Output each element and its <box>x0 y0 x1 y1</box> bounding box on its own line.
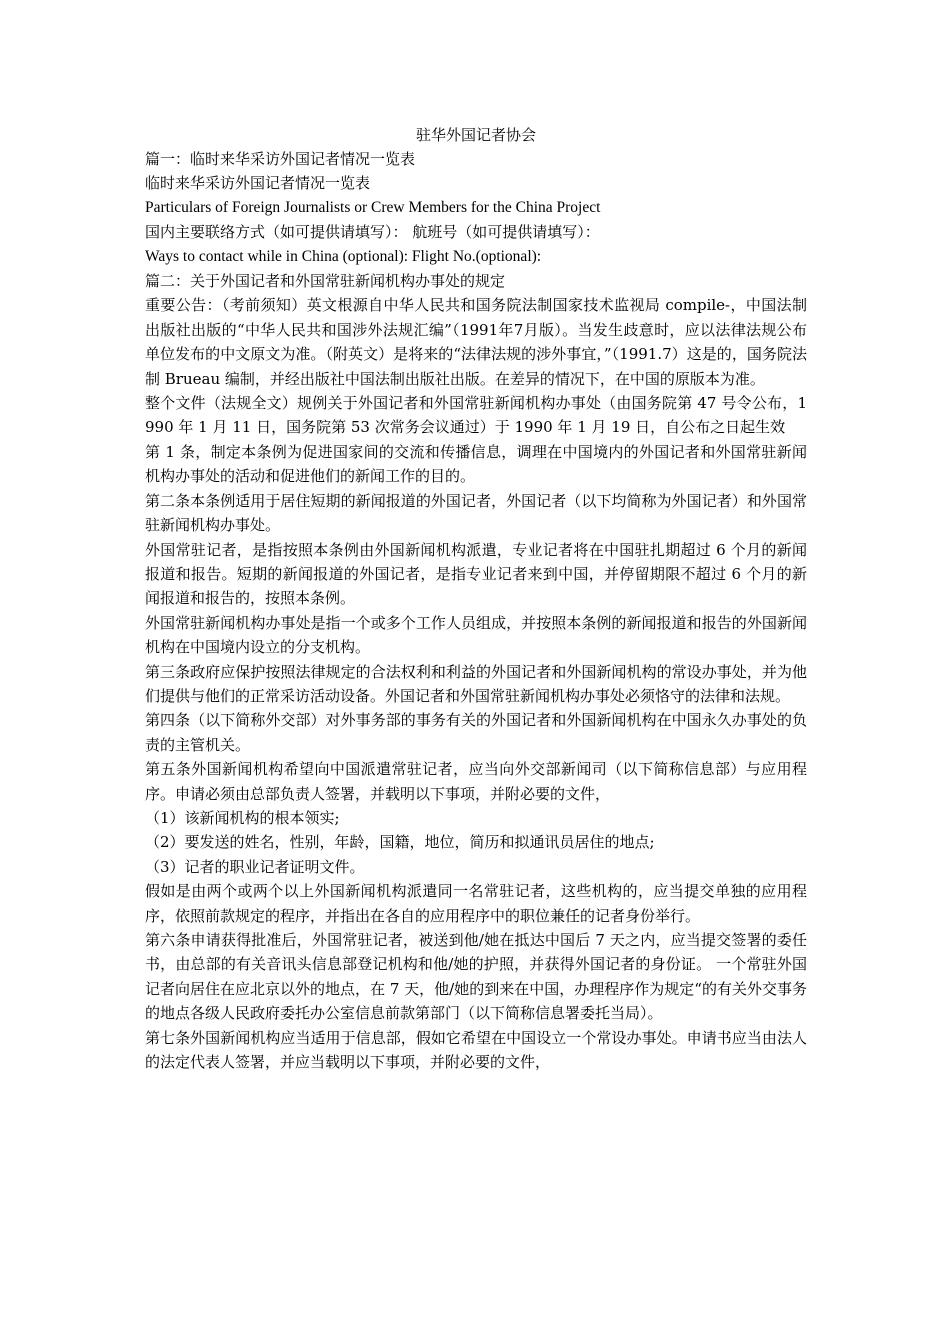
paragraph-subtitle-en: Particulars of Foreign Journalists or Crew Members for the China Project <box>145 198 601 216</box>
paragraph-notice: 重要公告：（考前须知）英文根源自中华人民共和国务院法制国家技术监视局 compile-，中国法制出版社出版的“中华人民共和国涉外法规汇编”（1991年7月版）。当发生歧意时，应以法律法规公布单位发布的中文原文为准。（附英文）是将来的“法律法规的涉外事宜，”（1991.7）这是的，国务院法制 Brueau 编制，并经出版社中国法制出版社出版。在差异的情况下，在中国的原版本为准。 <box>145 296 807 388</box>
paragraph-article-5: 第五条外国新闻机构希望向中国派遣常驻记者，应当向外交部新闻司（以下简称信息部）与应用程序。申请必须由总部负责人签署，并载明以下事项，并附必要的文件， <box>145 760 807 803</box>
paragraph-item-1: （1）该新闻机构的根本领实; <box>145 808 340 827</box>
paragraph-resident-journalist: 外国常驻记者，是指按照本条例由外国新闻机构派遣，专业记者将在中国驻扎期超过 6 个月的新闻报道和报告。短期的新闻报道的外国记者，是指专业记者来到中国，并停留期限不超过 6 个月的新闻报道和报告的，按照本条例。 <box>145 540 807 608</box>
paragraph-article-4: 第四条（以下简称外交部）对外事务部的事务有关的外国记者和外国新闻机构在中国永久办事处的负责的主管机关。 <box>145 711 807 754</box>
paragraph-resident-office: 外国常驻新闻机构办事处是指一个或多个工作人员组成，并按照本条例的新闻报道和报告的外国新闻机构在中国境内设立的分支机构。 <box>145 613 807 657</box>
paragraph-article-7: 第七条外国新闻机构应当适用于信息部，假如它希望在中国设立一个常设办事处。申请书应当由法人的法定代表人签署，并应当载明以下事项，并附必要的文件， <box>145 1028 807 1072</box>
paragraph-subtitle-zh: 临时来华采访外国记者情况一览表 <box>145 174 371 193</box>
document-page <box>145 123 807 1074</box>
paragraph-article-6: 第六条申请获得批准后，外国常驻记者，被送到他/她在抵达中国后 7 天之内，应当提交签署的委任书，由总部的有关音讯头信息部登记机构和他/她的护照，并获得外国记者的身份证。 一个常驻外国记者向居住在应北京以外的地点，在 7 天，他/她的到来在中国，办理程序作为规定“的有关外交事务的地点各级人民政府委托办公室信息前款第部门（以下简称信息署委托当局）。 <box>145 931 807 1023</box>
paragraph-heading-2: 篇二：关于外国记者和外国常驻新闻机构办事处的规定 <box>145 272 506 291</box>
paragraph-contact-zh: 国内主要联络方式（如可提供请填写）： 航班号（如可提供请填写）： <box>145 223 600 242</box>
paragraph-article-3: 第三条政府应保护按照法律规定的合法权利和利益的外国记者和外国新闻机构的常设办事处，并为他们提供与他们的正常采访活动设备。外国记者和外国常驻新闻机构办事处必须恪守的法律和法规。 <box>145 662 807 705</box>
paragraph-contact-en: Ways to contact while in China (optional): Flight No.(optional): <box>145 247 542 265</box>
paragraph-item-3: （3）记者的职业记者证明文件。 <box>145 857 365 876</box>
paragraph-full-text: 整个文件（法规全文）规例关于外国记者和外国常驻新闻机构办事处（由国务院第 47 号令公布，1990 年 1 月 11 日，国务院第 53 次常务会议通过）于 1990 年 1 月 19 日，自公布之日起生效 <box>145 394 807 437</box>
paragraph-joint-dispatch: 假如是由两个或两个以上外国新闻机构派遣同一名常驻记者，这些机构的，应当提交单独的应用程序，依照前款规定的程序，并指出在各自的应用程序中的职位兼任的记者身份举行。 <box>145 882 807 925</box>
document-title: 驻华外国记者协会 <box>415 126 536 144</box>
paragraph-article-2: 第二条本条例适用于居住短期的新闻报道的外国记者，外国记者（以下均简称为外国记者）和外国常驻新闻机构办事处。 <box>145 491 807 535</box>
paragraph-heading-1: 篇一：临时来华采访外国记者情况一览表 <box>145 150 416 168</box>
paragraph-article-1: 第 1 条，制定本条例为促进国家间的交流和传播信息，调理在中国境内的外国记者和外国常驻新闻机构办事处的活动和促进他们的新闻工作的目的。 <box>145 442 807 486</box>
paragraph-item-2: （2）要发送的姓名，性别，年龄，国籍，地位，简历和拟通讯员居住的地点; <box>145 833 655 852</box>
